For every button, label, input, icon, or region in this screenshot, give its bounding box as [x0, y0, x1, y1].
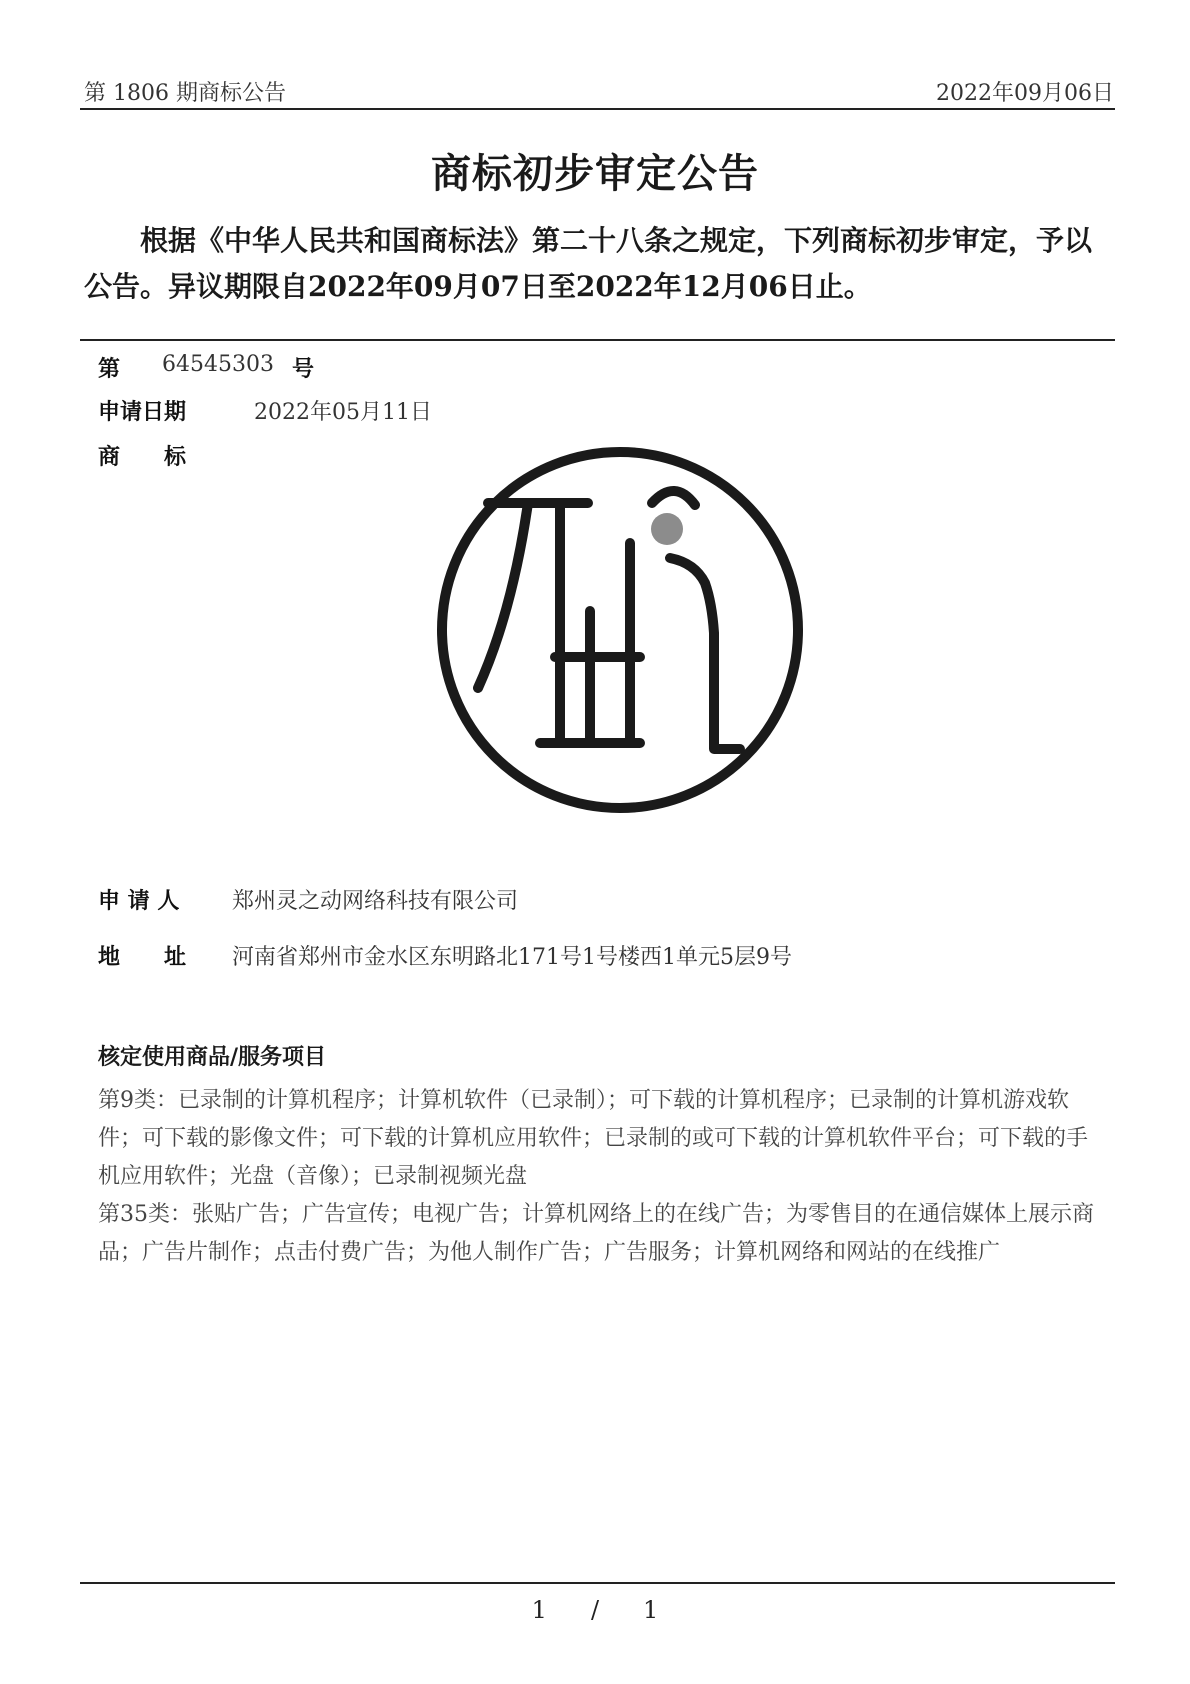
- number-suffix-label: 号: [292, 356, 315, 382]
- header-date: 2022年09月06日: [936, 81, 1114, 106]
- number-prefix-label: 第: [98, 356, 121, 382]
- intro-divider: [80, 339, 1115, 341]
- page-separator: /: [590, 1596, 600, 1624]
- applicant-address: 河南省郑州市金水区东明路北171号1号楼西1单元5层9号: [232, 945, 792, 970]
- page-current: 1: [531, 1596, 547, 1624]
- application-date-label: 申请日期: [98, 399, 187, 425]
- goods-services-heading: 核定使用商品/服务项目: [98, 1044, 327, 1070]
- applicant-name: 郑州灵之动网络科技有限公司: [232, 889, 519, 914]
- address-label: 地 址: [98, 944, 187, 970]
- logo-left-glyph: [478, 503, 588, 743]
- issue-number: 第 1806 期商标公告: [84, 81, 286, 106]
- footer-divider: [80, 1582, 1115, 1584]
- application-date: 2022年05月11日: [254, 400, 432, 425]
- applicant-label: 申 请 人: [98, 888, 180, 914]
- registration-number: 64545303: [162, 352, 274, 377]
- trademark-label: 商 标: [98, 444, 187, 470]
- header-divider: [80, 108, 1115, 110]
- goods-class-9: 第9类：已录制的计算机程序；计算机软件（已录制）；可下载的计算机程序；已录制的计算机游戏软件；可下载的影像文件；可下载的计算机应用软件；已录制的或可下载的计算机软件平台；可下载的手机应用软件；光盘（音像）；已录制视频光盘: [98, 1088, 1089, 1189]
- page-title: 商标初步审定公告: [431, 150, 759, 197]
- goods-class-35: 第35类：张贴广告；广告宣传；电视广告；计算机网络上的在线广告；为零售目的在通信媒体上展示商品；广告片制作；点击付费广告；为他人制作广告；广告服务；计算机网络和网站的在线推广: [98, 1202, 1094, 1265]
- page-total: 1: [643, 1596, 659, 1624]
- page-indicator: [0, 1596, 1190, 1624]
- intro-paragraph: 根据《中华人民共和国商标法》第二十八条之规定，下列商标初步审定，予以公告。异议期限自2022年09月07日至2022年12月06日止。: [84, 224, 1093, 303]
- logo-dot: [651, 513, 683, 545]
- trademark-logo-icon: [430, 443, 810, 823]
